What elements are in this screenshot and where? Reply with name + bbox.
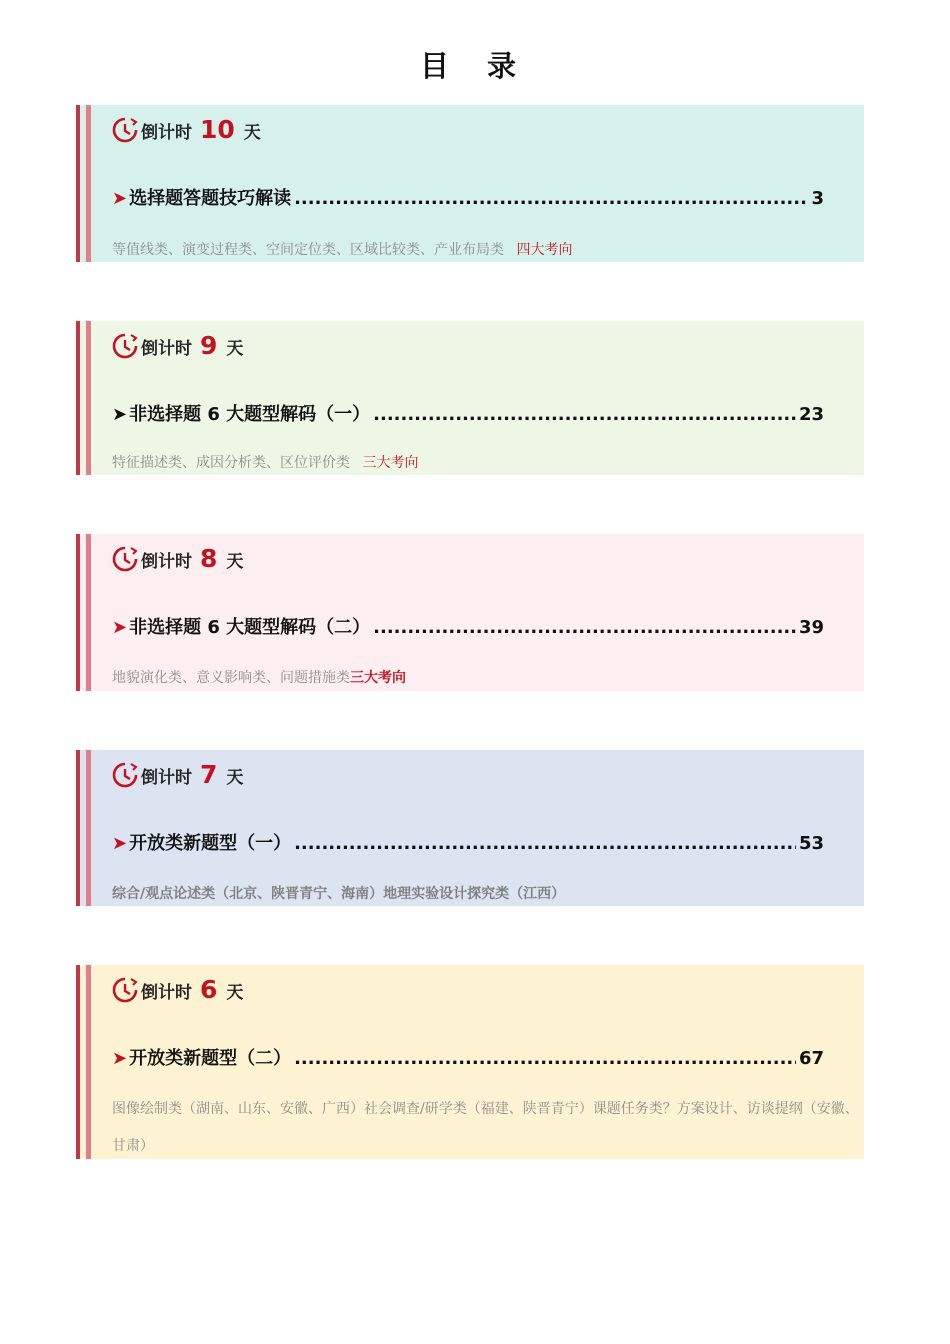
countdown-days: 9 xyxy=(200,331,218,360)
description-text: 综合/观点论述类（北京、陕晋青宁、海南）地理实验设计探究类（江西） xyxy=(112,886,566,902)
countdown-heading xyxy=(111,115,261,144)
countdown-heading xyxy=(111,544,243,573)
toc-entry-title: 选择题答题技巧解读 xyxy=(129,188,292,209)
clock-icon xyxy=(111,116,139,144)
toc-entry[interactable] xyxy=(112,829,824,855)
countdown-unit: 天 xyxy=(226,768,244,788)
toc-entry-title: 非选择题 6 大题型解码（一） xyxy=(129,404,371,425)
description-text: 等值线类、演变过程类、空间定位类、区域比较类、产业布局类 xyxy=(112,242,504,258)
countdown-unit: 天 xyxy=(226,339,244,359)
accent-bar-thick xyxy=(76,105,80,262)
clock-icon xyxy=(111,761,139,789)
leader-dots xyxy=(373,404,796,425)
toc-entry[interactable] xyxy=(112,613,824,639)
description-highlight: 三大考向 xyxy=(350,670,406,686)
countdown-unit: 天 xyxy=(226,983,244,1003)
countdown-days: 8 xyxy=(200,544,218,573)
leader-dots xyxy=(294,188,808,209)
page-title: 目 录 xyxy=(419,49,531,83)
toc-entry[interactable] xyxy=(112,400,824,426)
description-highlight: 三大考向 xyxy=(362,455,419,471)
countdown-days: 6 xyxy=(200,975,218,1004)
accent-bar-thin xyxy=(86,321,91,475)
toc-section-day-8 xyxy=(76,534,864,691)
accent-bar-thick xyxy=(76,965,80,1159)
section-description xyxy=(112,1091,864,1165)
toc-page-number: 39 xyxy=(798,617,824,638)
toc-page-number: 67 xyxy=(798,1048,824,1069)
toc-page-number: 53 xyxy=(798,833,824,854)
toc-entry[interactable] xyxy=(112,1044,824,1070)
leader-dots xyxy=(294,1048,796,1069)
accent-bar-thick xyxy=(76,534,80,691)
toc-entry-title: 非选择题 6 大题型解码（二） xyxy=(129,617,371,638)
arrow-icon: ➤ xyxy=(112,404,128,425)
clock-icon xyxy=(111,332,139,360)
countdown-label: 倒计时 xyxy=(141,768,192,788)
countdown-label: 倒计时 xyxy=(141,123,192,143)
accent-bar-thick xyxy=(76,750,80,906)
accent-bar-thick xyxy=(76,321,80,475)
toc-section-day-9 xyxy=(76,321,864,475)
countdown-unit: 天 xyxy=(226,552,244,572)
countdown-heading xyxy=(111,331,243,360)
accent-bar-thin xyxy=(86,750,91,906)
description-text: 特征描述类、成因分析类、区位评价类 xyxy=(112,455,350,471)
toc-section-day-6 xyxy=(76,965,864,1159)
toc-entry-title: 开放类新题型（一） xyxy=(129,833,292,854)
toc-section-day-7 xyxy=(76,750,864,906)
section-description xyxy=(112,876,864,913)
clock-icon xyxy=(111,545,139,573)
leader-dots xyxy=(373,617,796,638)
countdown-unit: 天 xyxy=(243,123,261,143)
leader-dots xyxy=(294,833,796,854)
countdown-label: 倒计时 xyxy=(141,983,192,1003)
clock-icon xyxy=(111,976,139,1004)
description-text: 图像绘制类（湖南、山东、安徽、广西）社会调查/研学类（福建、陕晋青宁）课题任务类？方案设计、访谈提纲（安徽、甘肃） xyxy=(112,1101,859,1154)
toc-entry[interactable] xyxy=(112,184,824,210)
arrow-icon: ➤ xyxy=(112,188,128,209)
countdown-days: 7 xyxy=(200,760,218,789)
toc-entry-title: 开放类新题型（二） xyxy=(129,1048,292,1069)
arrow-icon: ➤ xyxy=(112,833,128,854)
description-text: 地貌演化类、意义影响类、问题措施类 xyxy=(112,670,350,686)
countdown-heading xyxy=(111,760,243,789)
countdown-label: 倒计时 xyxy=(141,339,192,359)
arrow-icon: ➤ xyxy=(112,617,128,638)
toc-page-number: 3 xyxy=(811,188,824,209)
section-description xyxy=(112,660,864,697)
toc-section-day-10 xyxy=(76,105,864,262)
toc-page-number: 23 xyxy=(798,404,824,425)
accent-bar-thin xyxy=(86,534,91,691)
section-description xyxy=(112,445,864,482)
countdown-label: 倒计时 xyxy=(141,552,192,572)
description-highlight: 四大考向 xyxy=(516,242,573,258)
countdown-days: 10 xyxy=(200,115,235,144)
arrow-icon: ➤ xyxy=(112,1048,128,1069)
accent-bar-thin xyxy=(86,105,91,262)
countdown-heading xyxy=(111,975,243,1004)
section-description xyxy=(112,232,864,269)
accent-bar-thin xyxy=(86,965,91,1159)
